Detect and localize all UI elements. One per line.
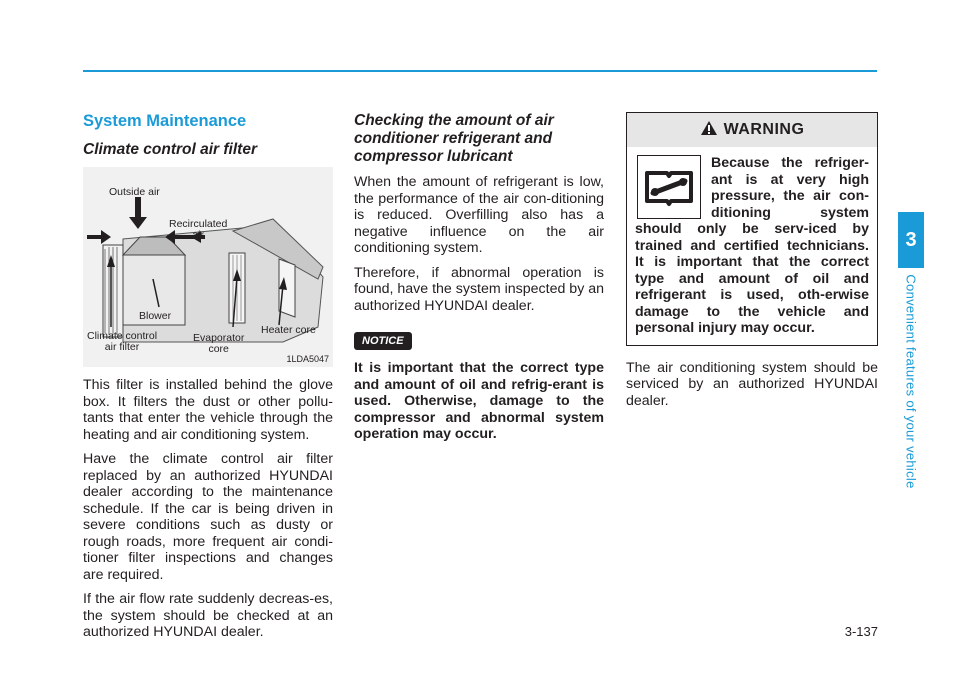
air-filter-diagram [83,167,333,367]
subsection-title-air-filter: Climate control air filter [83,141,257,158]
label-recirculated-air: Recirculated air [169,218,228,241]
chapter-title [896,270,926,492]
notice-badge: NOTICE [354,332,412,350]
outside-air-arrow [129,197,147,229]
column-2 [354,108,604,451]
page-number: 3-137 [844,624,878,639]
label-evaporator-core: Evaporator core [193,332,245,355]
header-rule [83,70,877,72]
warning-body [627,147,877,345]
warning-triangle-icon [700,120,718,141]
warning-box [626,112,878,346]
subsection-title-refrigerant: Checking the amount of air conditioner refrigerant and compressor lubricant [354,112,554,165]
label-blower: Blower [139,310,172,322]
label-heater-core: Heater core [261,324,316,336]
label-air-filter: Climate control air filter [87,330,158,353]
paragraph: Have the climate control air filter replaced by an authorized HYUNDAI dealer according to the maintenance schedule. If the car is being driven in severe conditions such as dusty or rough roads, more frequent air condi-tioner filter inspections and changes are required. [83,451,333,583]
paragraph: The air conditioning system should be serviced by an authorized HYUNDAI dealer. [626,359,878,409]
paragraph: Therefore, if abnormal operation is found, have the system inspected by an authorized HYUNDAI dealer. [354,264,605,314]
section-title: System Maintenance [83,112,247,130]
column-3 [626,108,878,417]
figure-code: 1LDA5047 [286,354,329,364]
paragraph: When the amount of refrigerant is low, the performance of the air con-ditioning is reduced. Overfilling also has a negative influence on the air conditioning system. [354,174,604,256]
warning-header [627,113,877,147]
label-outside-air: Outside air [109,186,160,198]
warning-title: WARNING [723,121,805,138]
paragraph: This filter is installed behind the glove box. It filters the dust or other pollu-tants that enter the vehicle through the heating and air conditioning system. [83,377,333,443]
wrench-manual-icon [637,155,701,219]
column-1 [83,108,333,649]
warning-text: Because the refriger-ant is at very high pressure, the air con-ditioning system should only be serv-iced by trained and certified technicians. It is important that the correct type and amount of oil and refrigerant is used, oth-erwise damage to the vehicle and personal injury may occur. [635,155,869,336]
chapter-title-text: Convenient features of your vehicle [903,273,919,489]
notice-text: It is important that the correct type and amount of oil and refrig-erant is used. Otherwise, damage to the compressor and abnormal system operation may occur. [354,360,604,442]
paragraph: If the air flow rate suddenly decreas-es, the system should be checked at an authorized HYUNDAI dealer. [83,591,333,640]
chapter-number-tab: 3 [898,212,924,268]
